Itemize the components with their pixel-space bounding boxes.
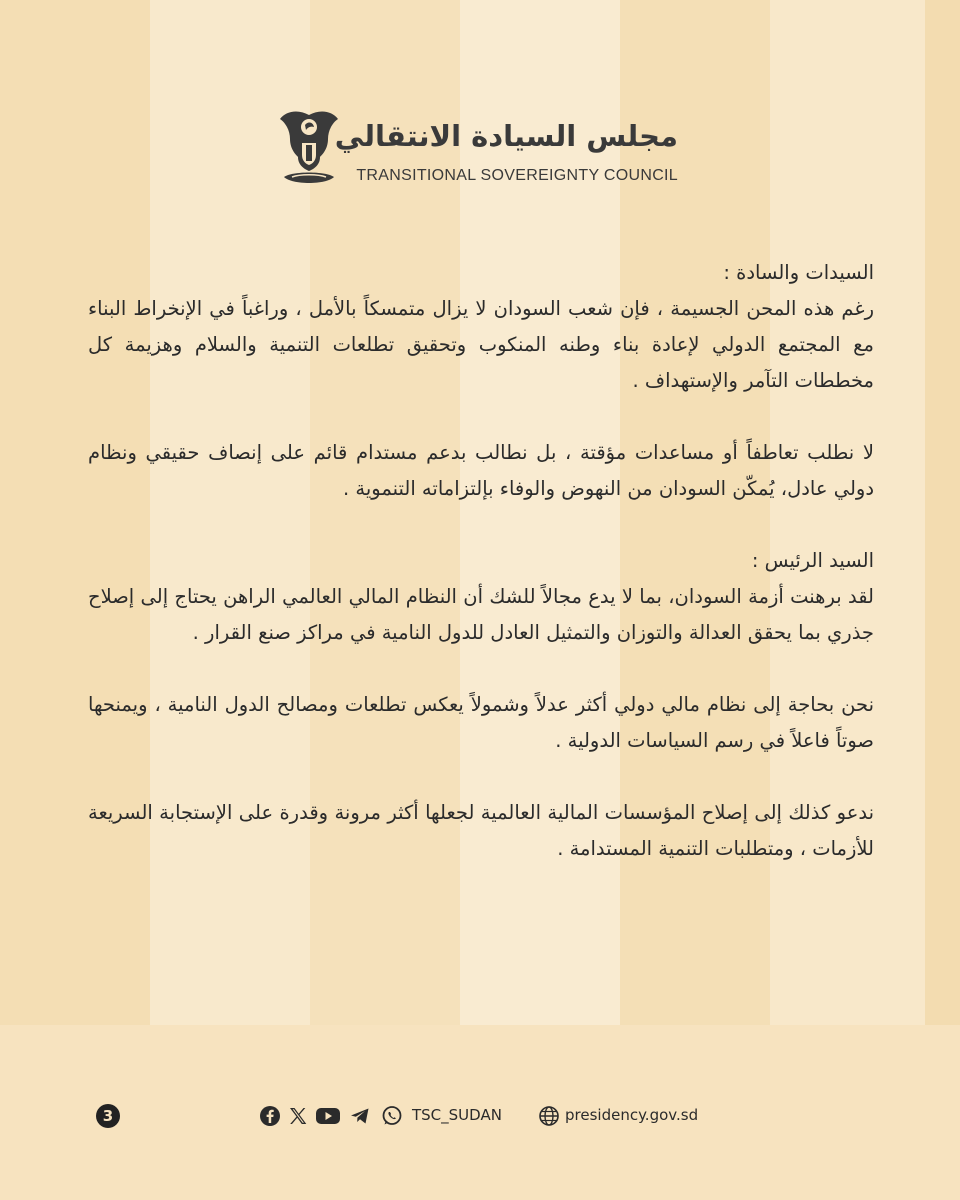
telegram-icon[interactable]	[349, 1105, 371, 1127]
paragraph-support: لا نطلب تعاطفاً أو مساعدات مؤقتة ، بل نطالب بدعم مستدام قائم على إنصاف حقيقي ونظام دولي عادل، يُمكّن السودان من النهوض والوفاء بإلتزاماته التنموية .	[88, 441, 874, 500]
facebook-icon[interactable]	[259, 1105, 281, 1127]
social-handle[interactable]: TSC_SUDAN	[412, 1106, 502, 1124]
sudan-emblem-icon	[278, 105, 340, 191]
x-icon[interactable]	[287, 1105, 309, 1127]
statement-body	[88, 255, 874, 903]
page-number: 3	[96, 1104, 120, 1128]
council-header	[278, 105, 688, 195]
paragraph-reform-institutions: ندعو كذلك إلى إصلاح المؤسسات المالية العالمية لجعلها أكثر مرونة وقدرة على الإستجابة السريعة للأزمات ، ومتطلبات التنمية المستدامة .	[88, 801, 874, 860]
council-title-english: TRANSITIONAL SOVEREIGNTY COUNCIL	[356, 167, 678, 184]
salutation-ladies-gentlemen: السيدات والسادة :	[723, 261, 874, 284]
paragraph-fair-system: نحن بحاجة إلى نظام مالي دولي أكثر عدلاً وشمولاً يعكس تطلعات ومصالح الدول النامية ، ويمنحها صوتاً فاعلاً في رسم السياسات الدولية .	[88, 693, 874, 752]
paragraph-hope: رغم هذه المحن الجسيمة ، فإن شعب السودان لا يزال متمسكاً بالأمل ، وراغباً في الإنخراط البناء مع المجتمع الدولي لإعادة بناء وطنه المنكوب وتحقيق تطلعات التنمية والسلام وهزيمة كل مخططات التآمر والإستهداف .	[88, 297, 874, 392]
youtube-icon[interactable]	[315, 1105, 341, 1127]
whatsapp-icon[interactable]	[381, 1105, 403, 1127]
website-link[interactable]: presidency.gov.sd	[565, 1106, 699, 1124]
paragraph-financial-system: لقد برهنت أزمة السودان، بما لا يدع مجالاً للشك أن النظام المالي العالمي الراهن يحتاج إلى إصلاح جذري بما يحقق العدالة والتوزان والتمثيل العادل للدول النامية في مراكز صنع القرار .	[88, 585, 874, 644]
globe-icon	[538, 1105, 560, 1127]
footer	[0, 1100, 960, 1136]
salutation-president: السيد الرئيس :	[751, 549, 874, 572]
council-title-arabic: مجلس السيادة الانتقالي	[334, 119, 678, 153]
